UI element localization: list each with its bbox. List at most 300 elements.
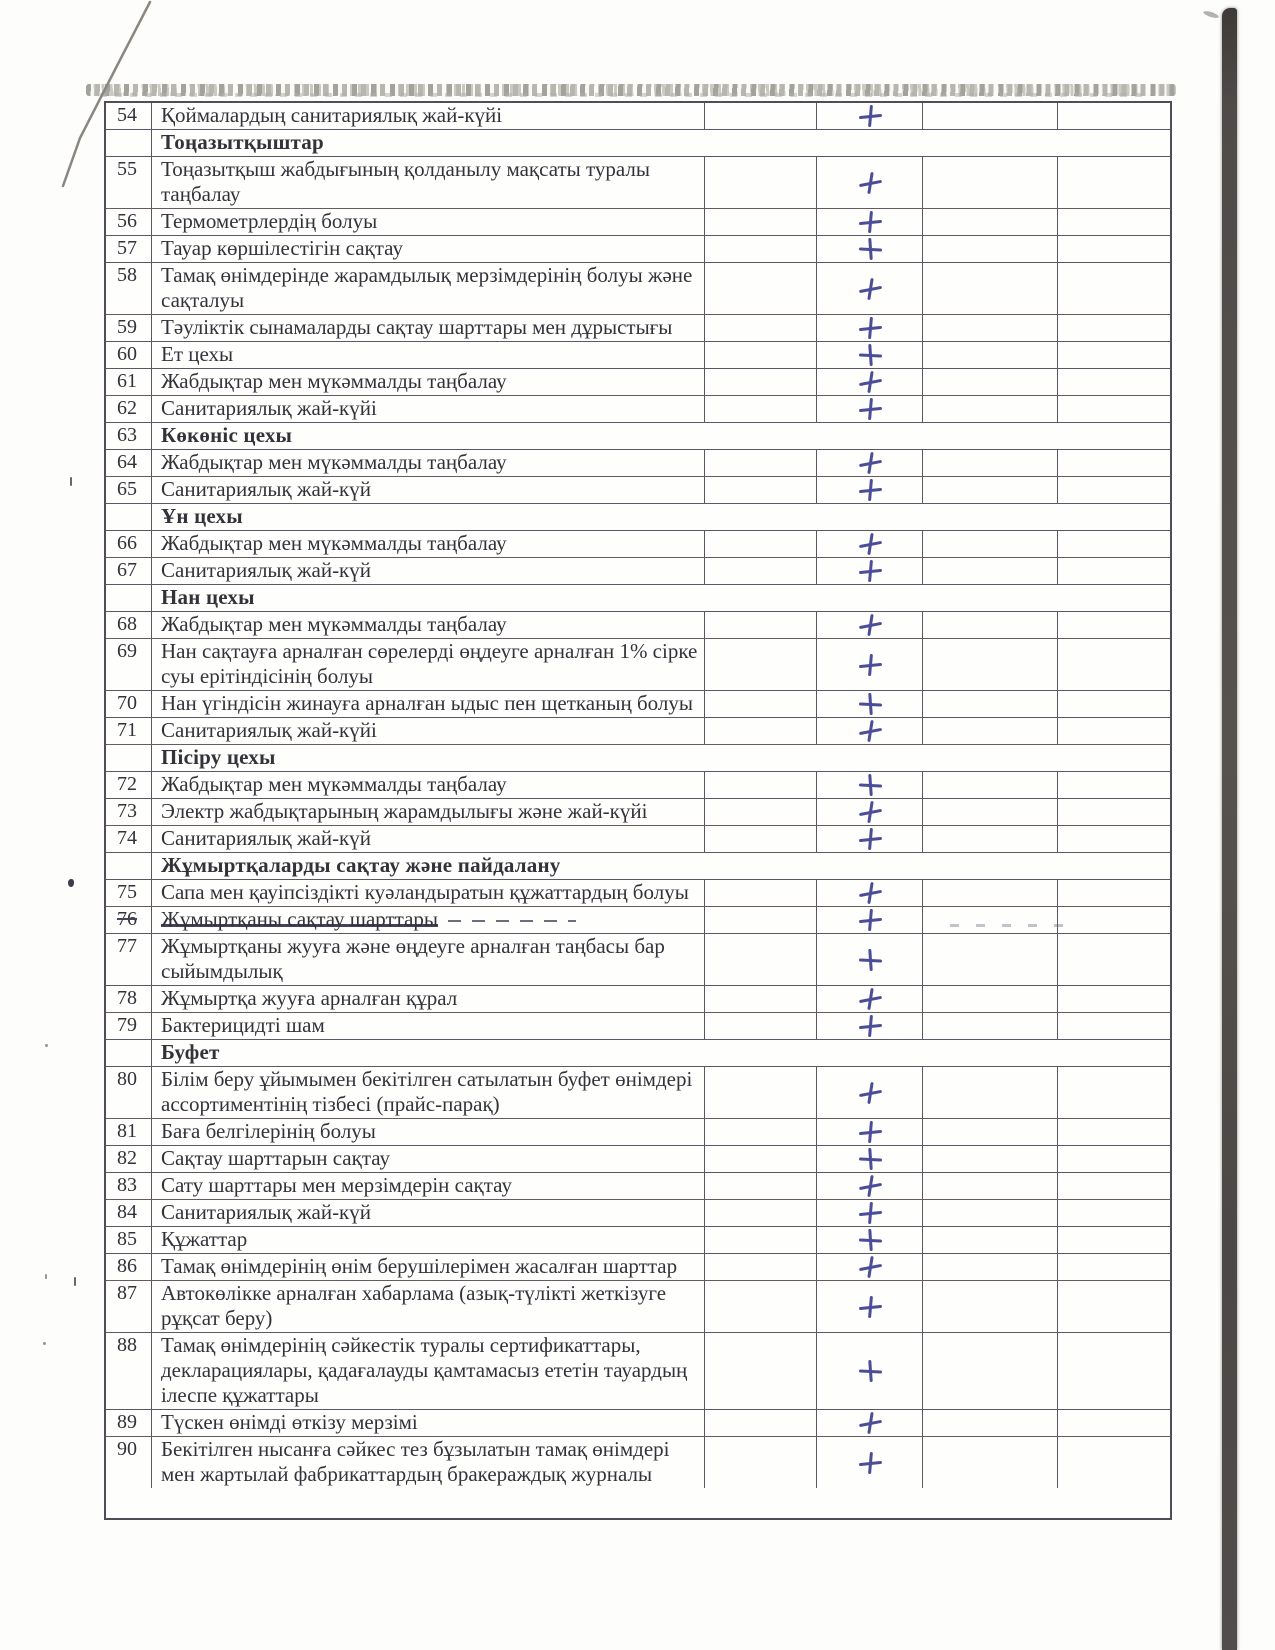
item-text: Санитариялық жай-күй: [161, 477, 371, 501]
item-text: Бактерицидті шам: [161, 1013, 325, 1037]
scan-edge-strip: [1222, 8, 1237, 1650]
item-text-cell: [152, 369, 705, 395]
check-mark-cell: [817, 1281, 923, 1332]
status-col-3-cell: [1058, 103, 1170, 129]
status-col-3-cell: [1058, 1333, 1170, 1409]
table-row: [106, 718, 1170, 745]
status-col-1-cell: [705, 209, 817, 235]
status-col-1-cell: [705, 799, 817, 825]
handwritten-plus-mark-icon: [858, 1201, 882, 1225]
item-text: Тоңазытқыш жабдығының қолданылу мақсаты туралы таңбалау: [161, 157, 651, 206]
item-text: Түскен өнімді өткізу мерзімі: [161, 1410, 418, 1434]
status-col-3-cell: [1058, 209, 1170, 235]
status-col-2-cell: [923, 1173, 1058, 1199]
item-text-cell: [152, 907, 705, 933]
handwritten-plus-mark-icon: [858, 1255, 882, 1279]
handwritten-plus-mark-icon: [858, 237, 882, 261]
table-row: [106, 1119, 1170, 1146]
status-col-1-cell: [705, 1146, 817, 1172]
margin-ink-dot: [68, 879, 74, 887]
handwritten-plus-mark-icon: [858, 532, 882, 556]
pen-scribble-tail: [448, 920, 576, 922]
table-row: [106, 880, 1170, 907]
item-text-cell: [152, 1013, 705, 1039]
handwritten-plus-mark-icon: [858, 908, 882, 932]
row-number-cell: [106, 1437, 152, 1488]
item-text: Санитариялық жай-күй: [161, 1200, 371, 1224]
item-text-cell: [152, 1067, 705, 1118]
item-text: Тамақ өнімдерінің өнім берушілерімен жасалған шарттар: [161, 1254, 678, 1278]
item-text: Сату шарттары мен мерзімдерін сақтау: [161, 1173, 512, 1197]
table-row: [106, 1173, 1170, 1200]
status-col-3-cell: [1058, 1281, 1170, 1332]
check-mark-cell: [817, 799, 923, 825]
item-text: Санитариялық жай-күйі: [161, 718, 377, 742]
row-number-cell: [106, 1067, 152, 1118]
status-col-1-cell: [705, 477, 817, 503]
section-title: Пісіру цехы: [161, 745, 276, 769]
item-text: Жабдықтар мен мүкәммалды таңбалау: [161, 772, 507, 796]
table-row: [106, 477, 1170, 504]
item-text-cell: [152, 157, 705, 208]
handwritten-plus-mark-icon: [858, 1147, 882, 1171]
status-col-3-cell: [1058, 1227, 1170, 1253]
item-text-cell: [152, 1410, 705, 1436]
item-text-cell: [152, 531, 705, 557]
handwritten-plus-mark-icon: [858, 1451, 882, 1475]
scan-edge-mark: [1203, 10, 1220, 20]
item-text: Жабдықтар мен мүкәммалды таңбалау: [161, 612, 507, 636]
row-number: 79: [117, 1014, 137, 1036]
status-col-3-cell: [1058, 315, 1170, 341]
row-number: 81: [117, 1120, 137, 1142]
item-text: Жабдықтар мен мүкәммалды таңбалау: [161, 450, 507, 474]
row-number: 87: [117, 1282, 137, 1304]
table-row: [106, 1281, 1170, 1333]
table-row: [106, 907, 1170, 934]
status-col-1-cell: [705, 236, 817, 262]
status-col-3-cell: [1058, 396, 1170, 422]
item-text-cell: [152, 1119, 705, 1145]
handwritten-plus-mark-icon: [858, 1359, 882, 1383]
row-number: 68: [117, 613, 137, 635]
handwritten-plus-mark-icon: [858, 104, 882, 128]
status-col-2-cell: [923, 396, 1058, 422]
item-text-cell: [152, 450, 705, 476]
check-mark-cell: [817, 1333, 923, 1409]
row-number: 63: [117, 424, 137, 446]
status-col-2-cell: [923, 799, 1058, 825]
item-text: Санитариялық жай-күйі: [161, 396, 377, 420]
handwritten-plus-mark-icon: [858, 370, 882, 394]
row-number: 86: [117, 1255, 137, 1277]
handwritten-plus-mark-icon: [858, 692, 882, 716]
handwritten-plus-mark-icon: [858, 719, 882, 743]
check-mark-cell: [817, 450, 923, 476]
status-col-2-cell: [923, 103, 1058, 129]
status-col-2-cell: [923, 1333, 1058, 1409]
section-title: Тоңазытқыштар: [161, 130, 324, 154]
status-col-2-cell: [923, 986, 1058, 1012]
section-title: Буфет: [161, 1040, 220, 1064]
check-mark-cell: [817, 1200, 923, 1226]
section-header-row: [106, 504, 1170, 531]
status-col-2-cell: [923, 639, 1058, 690]
item-text-cell: [152, 826, 705, 852]
status-col-1-cell: [705, 772, 817, 798]
check-mark-cell: [817, 691, 923, 717]
status-col-3-cell: [1058, 450, 1170, 476]
row-number: 66: [117, 532, 137, 554]
check-mark-cell: [817, 369, 923, 395]
status-col-3-cell: [1058, 369, 1170, 395]
status-col-2-cell: [923, 1067, 1058, 1118]
status-col-1-cell: [705, 1013, 817, 1039]
status-col-3-cell: [1058, 799, 1170, 825]
table-row: [106, 369, 1170, 396]
row-number: 74: [117, 827, 137, 849]
item-text-cell: [152, 1333, 705, 1409]
status-col-3-cell: [1058, 691, 1170, 717]
status-col-3-cell: [1058, 772, 1170, 798]
item-text-cell: [152, 1227, 705, 1253]
handwritten-plus-mark-icon: [858, 1174, 882, 1198]
table-row: [106, 315, 1170, 342]
row-number-cell: [106, 450, 152, 476]
table-row: [106, 1200, 1170, 1227]
item-text-cell: [152, 612, 705, 638]
handwritten-plus-mark-icon: [858, 210, 882, 234]
row-number: 90: [117, 1438, 137, 1460]
section-header-row: [106, 130, 1170, 157]
row-number-cell: [106, 477, 152, 503]
row-number: 65: [117, 478, 137, 500]
status-col-1-cell: [705, 315, 817, 341]
row-number: 72: [117, 773, 137, 795]
row-number-cell: [106, 103, 152, 129]
status-col-3-cell: [1058, 880, 1170, 906]
status-col-1-cell: [705, 1119, 817, 1145]
status-col-2-cell: [923, 826, 1058, 852]
item-text: Нан сақтауға арналған сөрелерді өңдеуге арналған 1% сірке суы ерітіндісінің болуы: [161, 639, 698, 688]
status-col-1-cell: [705, 558, 817, 584]
row-number-cell: [106, 236, 152, 262]
status-col-2-cell: [923, 450, 1058, 476]
status-col-2-cell: [923, 934, 1058, 985]
item-text: Нан үгіндісін жинауға арналған ыдыс пен щетканың болуы: [161, 691, 693, 715]
check-mark-cell: [817, 639, 923, 690]
handwritten-plus-mark-icon: [858, 613, 882, 637]
row-number-cell: [106, 1146, 152, 1172]
row-number-cell: [106, 1200, 152, 1226]
section-header-row: [106, 1040, 1170, 1067]
row-number: 84: [117, 1201, 137, 1223]
item-text: Жабдықтар мен мүкәммалды таңбалау: [161, 369, 507, 393]
row-number-cell: [106, 130, 152, 156]
item-text: Білім беру ұйымымен бекітілген сатылатын буфет өнімдері ассортиментінің тізбесі (прайс-парақ): [161, 1067, 693, 1116]
item-text-cell: [152, 986, 705, 1012]
section-title-cell: [152, 130, 1170, 156]
handwritten-plus-mark-icon: [858, 881, 882, 905]
section-header-row: [106, 853, 1170, 880]
status-col-1-cell: [705, 103, 817, 129]
item-text-cell: [152, 1281, 705, 1332]
status-col-2-cell: [923, 477, 1058, 503]
status-col-3-cell: [1058, 531, 1170, 557]
check-mark-cell: [817, 1437, 923, 1488]
table-row: [106, 236, 1170, 263]
row-number: 78: [117, 987, 137, 1009]
check-mark-cell: [817, 157, 923, 208]
status-col-1-cell: [705, 396, 817, 422]
margin-speck: [43, 1342, 46, 1345]
item-text-cell: [152, 558, 705, 584]
handwritten-plus-mark-icon: [858, 478, 882, 502]
row-number: 89: [117, 1411, 137, 1433]
status-col-3-cell: [1058, 1173, 1170, 1199]
status-col-2-cell: [923, 1437, 1058, 1488]
section-title-cell: [152, 745, 1170, 771]
check-mark-cell: [817, 1146, 923, 1172]
status-col-2-cell: [923, 718, 1058, 744]
margin-speck: [74, 1277, 76, 1286]
status-col-3-cell: [1058, 477, 1170, 503]
handwritten-plus-mark-icon: [858, 653, 882, 677]
row-number-cell: [106, 315, 152, 341]
status-col-3-cell: [1058, 718, 1170, 744]
item-text: Жұмыртқаны жууға және өңдеуге арналған таңбасы бар сыйымдылық: [161, 934, 665, 983]
table-row: [106, 1410, 1170, 1437]
handwritten-plus-mark-icon: [858, 827, 882, 851]
handwritten-plus-mark-icon: [858, 316, 882, 340]
row-number: 80: [117, 1068, 137, 1090]
row-number-cell: [106, 853, 152, 879]
margin-speck: [45, 1044, 48, 1047]
row-number: 70: [117, 692, 137, 714]
section-header-row: [106, 585, 1170, 612]
status-col-1-cell: [705, 718, 817, 744]
status-col-1-cell: [705, 1067, 817, 1118]
row-number: 82: [117, 1147, 137, 1169]
status-col-3-cell: [1058, 263, 1170, 314]
check-mark-cell: [817, 1173, 923, 1199]
row-number: 69: [117, 640, 137, 662]
item-text-cell: [152, 209, 705, 235]
item-text: Санитариялық жай-күй: [161, 558, 371, 582]
check-mark-cell: [817, 907, 923, 933]
table-row: [106, 826, 1170, 853]
check-mark-cell: [817, 1067, 923, 1118]
row-number-cell: [106, 1333, 152, 1409]
item-text: Тамақ өнімдерінде жарамдылық мерзімдерінің болуы және сақталуы: [161, 263, 693, 312]
item-text: Санитариялық жай-күй: [161, 826, 371, 850]
status-col-2-cell: [923, 907, 1058, 933]
status-col-1-cell: [705, 1173, 817, 1199]
row-number-cell: [106, 504, 152, 530]
status-col-3-cell: [1058, 1013, 1170, 1039]
handwritten-plus-mark-icon: [858, 1120, 882, 1144]
check-mark-cell: [817, 342, 923, 368]
item-text-cell: [152, 342, 705, 368]
check-mark-cell: [817, 531, 923, 557]
status-col-1-cell: [705, 934, 817, 985]
item-text: Термометрлердің болуы: [161, 209, 378, 233]
row-number-cell: [106, 907, 152, 933]
check-mark-cell: [817, 1410, 923, 1436]
status-col-2-cell: [923, 1013, 1058, 1039]
table-row: [106, 1333, 1170, 1410]
item-text: Баға белгілерінің болуы: [161, 1119, 376, 1143]
status-col-2-cell: [923, 209, 1058, 235]
row-number-cell: [106, 1227, 152, 1253]
row-number-cell: [106, 157, 152, 208]
row-number-cell: [106, 423, 152, 449]
status-col-1-cell: [705, 1200, 817, 1226]
status-col-2-cell: [923, 1119, 1058, 1145]
table-row: [106, 103, 1170, 130]
table-row: [106, 639, 1170, 691]
row-number-cell: [106, 826, 152, 852]
row-number-cell: [106, 1119, 152, 1145]
item-text: Тамақ өнімдерінің сәйкестік туралы сертификаттары, декларациялары, қадағалауды қамтамасыз ететін тауардың ілеспе құжаттары: [161, 1333, 688, 1407]
handwritten-plus-mark-icon: [858, 1228, 882, 1252]
item-text-cell: [152, 1437, 705, 1488]
item-text: Бекітілген нысанға сәйкес тез бұзылатын тамақ өнімдері мен жартылай фабрикаттардың бракераждық журналы: [161, 1437, 670, 1486]
table-row: [106, 986, 1170, 1013]
status-col-2-cell: [923, 612, 1058, 638]
item-text-cell: [152, 772, 705, 798]
item-text: Сақтау шарттарын сақтау: [161, 1146, 391, 1170]
check-mark-cell: [817, 612, 923, 638]
row-number-cell: [106, 934, 152, 985]
item-text-cell: [152, 1173, 705, 1199]
row-number-cell: [106, 1410, 152, 1436]
table-row: [106, 157, 1170, 209]
status-col-3-cell: [1058, 1410, 1170, 1436]
handwritten-plus-mark-icon: [858, 559, 882, 583]
table-row: [106, 691, 1170, 718]
status-col-1-cell: [705, 1333, 817, 1409]
status-col-1-cell: [705, 1254, 817, 1280]
table-row: [106, 934, 1170, 986]
row-number-cell: [106, 342, 152, 368]
check-mark-cell: [817, 1119, 923, 1145]
row-number-cell: [106, 639, 152, 690]
section-header-row: [106, 745, 1170, 772]
margin-speck: [45, 1274, 47, 1279]
item-text-cell: [152, 236, 705, 262]
handwritten-plus-mark-icon: [858, 1411, 882, 1435]
status-col-3-cell: [1058, 1254, 1170, 1280]
status-col-2-cell: [923, 531, 1058, 557]
status-col-2-cell: [923, 157, 1058, 208]
status-col-2-cell: [923, 315, 1058, 341]
status-col-2-cell: [923, 236, 1058, 262]
row-number: 75: [117, 881, 137, 903]
section-title: Нан цехы: [161, 585, 255, 609]
item-text-cell: [152, 934, 705, 985]
status-col-2-cell: [923, 263, 1058, 314]
handwritten-plus-mark-icon: [858, 1295, 882, 1319]
item-text-cell: [152, 396, 705, 422]
item-text-cell: [152, 639, 705, 690]
table-row: [106, 612, 1170, 639]
section-header-row: [106, 423, 1170, 450]
check-mark-cell: [817, 1013, 923, 1039]
status-col-3-cell: [1058, 558, 1170, 584]
row-number-cell: [106, 691, 152, 717]
table-row: [106, 1227, 1170, 1254]
section-title: Жұмыртқаларды сақтау және пайдалану: [161, 853, 561, 877]
item-text: Сапа мен қауіпсіздікті куәландыратын құжаттардың болуы: [161, 880, 689, 904]
status-col-1-cell: [705, 639, 817, 690]
table-row: [106, 799, 1170, 826]
row-number-cell: [106, 209, 152, 235]
row-number-cell: [106, 1013, 152, 1039]
status-col-2-cell: [923, 1281, 1058, 1332]
status-col-1-cell: [705, 263, 817, 314]
torn-paper-edge: [86, 84, 1176, 96]
status-col-3-cell: [1058, 1200, 1170, 1226]
status-col-1-cell: [705, 531, 817, 557]
status-col-1-cell: [705, 342, 817, 368]
item-text: Жабдықтар мен мүкәммалды таңбалау: [161, 531, 507, 555]
row-number: 60: [117, 343, 137, 365]
item-text: Автокөлікке арналған хабарлама (азық-түлікті жеткізуге рұқсат беру): [161, 1281, 667, 1330]
status-col-2-cell: [923, 1410, 1058, 1436]
table-row: [106, 558, 1170, 585]
item-text: Жұмыртқаны сақтау шарттары: [161, 907, 439, 931]
status-col-1-cell: [705, 157, 817, 208]
status-col-1-cell: [705, 1281, 817, 1332]
status-col-3-cell: [1058, 1146, 1170, 1172]
status-col-3-cell: [1058, 1119, 1170, 1145]
status-col-1-cell: [705, 826, 817, 852]
item-text: Жұмыртқа жууға арналған құрал: [161, 986, 458, 1010]
row-number: 62: [117, 397, 137, 419]
status-col-2-cell: [923, 369, 1058, 395]
status-col-1-cell: [705, 1227, 817, 1253]
item-text-cell: [152, 477, 705, 503]
row-number-cell: [106, 718, 152, 744]
status-col-2-cell: [923, 1227, 1058, 1253]
check-mark-cell: [817, 826, 923, 852]
item-text-cell: [152, 718, 705, 744]
row-number: 57: [117, 237, 137, 259]
row-number: 73: [117, 800, 137, 822]
section-title: Көкөніс цехы: [161, 423, 293, 447]
status-col-3-cell: [1058, 1437, 1170, 1488]
section-title: Ұн цехы: [161, 504, 243, 528]
table-row: [106, 396, 1170, 423]
status-col-3-cell: [1058, 907, 1170, 933]
handwritten-plus-mark-icon: [858, 773, 882, 797]
status-col-1-cell: [705, 880, 817, 906]
item-text-cell: [152, 1200, 705, 1226]
row-number: 71: [117, 719, 137, 741]
row-number-cell: [106, 1254, 152, 1280]
handwritten-plus-mark-icon: [858, 397, 882, 421]
check-mark-cell: [817, 1254, 923, 1280]
row-number-cell: [106, 612, 152, 638]
status-col-3-cell: [1058, 934, 1170, 985]
status-col-2-cell: [923, 880, 1058, 906]
row-number-cell: [106, 772, 152, 798]
row-number: 83: [117, 1174, 137, 1196]
status-col-2-cell: [923, 1200, 1058, 1226]
table-row: [106, 1437, 1170, 1518]
status-col-3-cell: [1058, 826, 1170, 852]
